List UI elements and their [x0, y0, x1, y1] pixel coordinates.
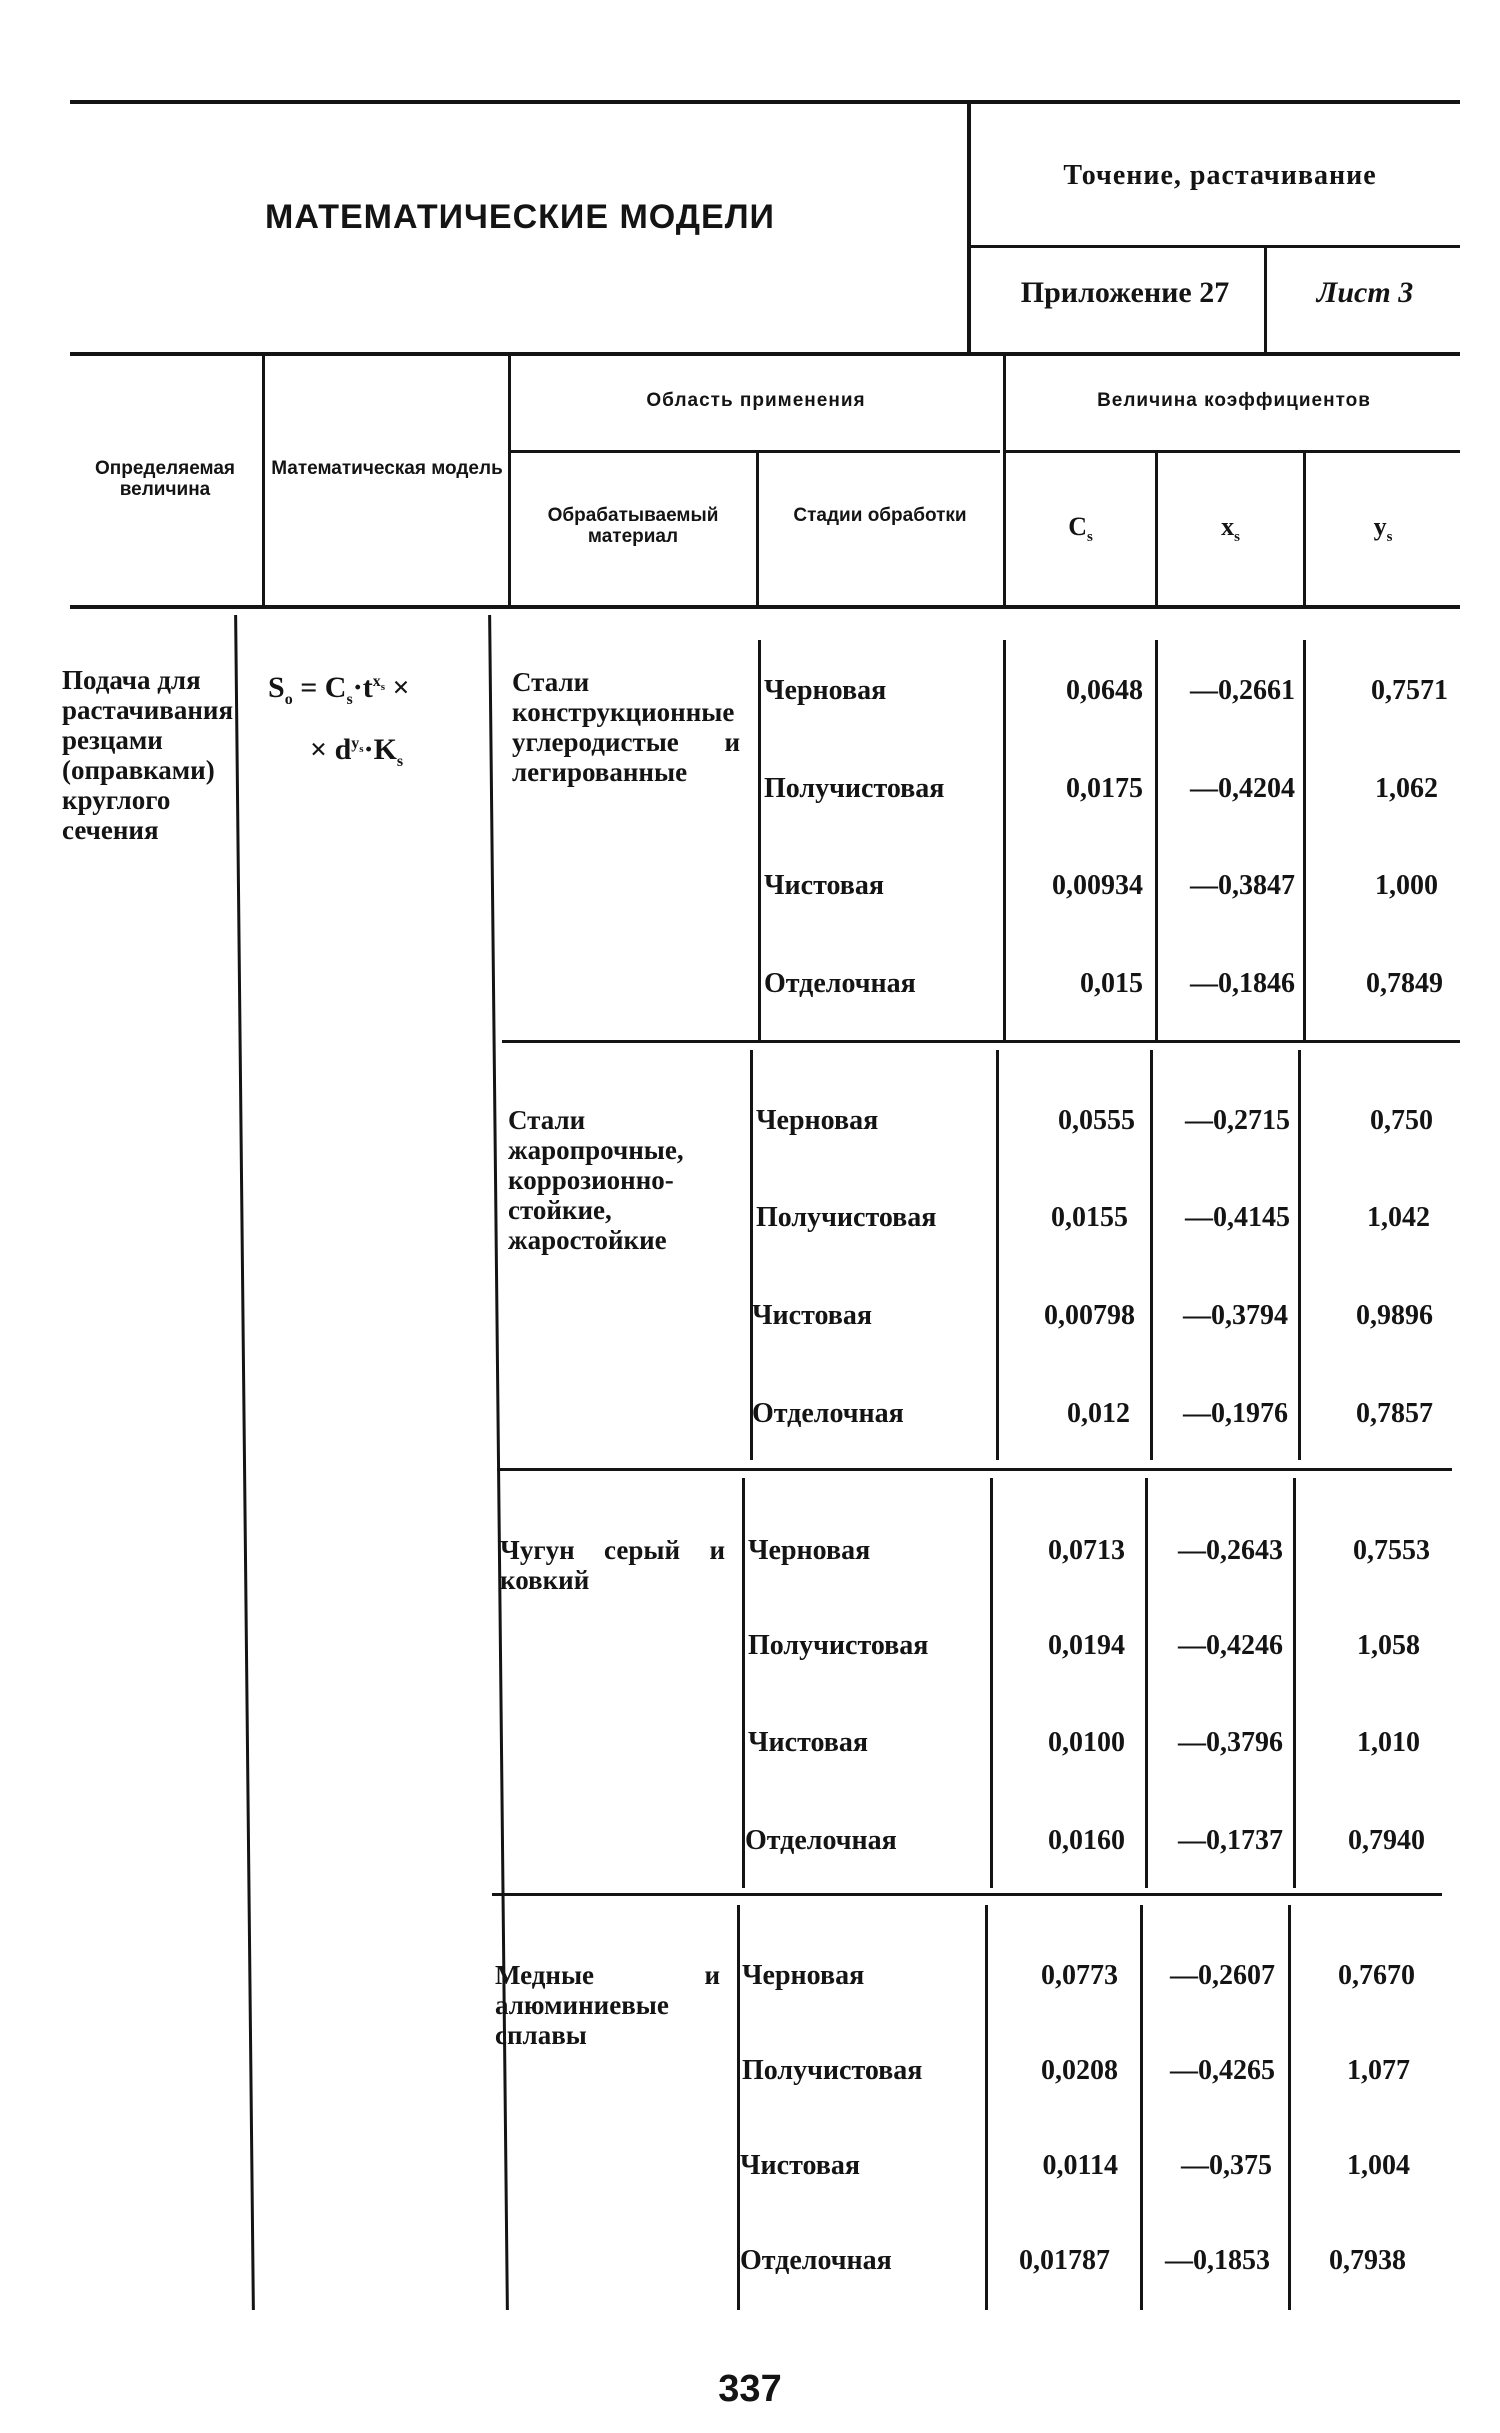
- table-header-bottom-rule: [70, 605, 1460, 609]
- g3-r2-xs: —0,4246: [1178, 1630, 1283, 1661]
- appendix-label: Приложение 27: [1020, 276, 1230, 309]
- g4-r4-cs: 0,01787: [1019, 2245, 1110, 2276]
- g4-r2-stage: Получистовая: [742, 2055, 923, 2086]
- g3-sep-cs: [990, 1478, 993, 1888]
- g2-r1-ys: 0,750: [1370, 1105, 1433, 1136]
- g1-sep-xs: [1155, 640, 1158, 1040]
- g4-r2-xs: —0,4265: [1170, 2055, 1275, 2086]
- g1-r4-cs: 0,015: [1080, 968, 1143, 999]
- g4-r1-cs: 0,0773: [1041, 1960, 1118, 1991]
- g1-r1-ys: 0,7571: [1371, 675, 1448, 706]
- g2-sep-ys: [1298, 1050, 1301, 1460]
- material-group-2: Стали жаропрочные, коррозионно-стойкие, жаростойкие: [508, 1105, 684, 1255]
- g3-sep-xs: [1145, 1478, 1148, 1888]
- material-group-1: Стали конструкционные углеродистые и легированные: [512, 667, 740, 787]
- g1-sep-stage: [758, 640, 761, 1040]
- g4-r2-cs: 0,0208: [1041, 2055, 1118, 2086]
- col-header-material: Обрабатываемый материал: [547, 505, 719, 547]
- g4-r4-xs: —0,1853: [1165, 2245, 1270, 2276]
- g3-r3-stage: Чистовая: [748, 1727, 869, 1758]
- g3-r1-stage: Черновая: [748, 1535, 871, 1566]
- g4-r3-cs: 0,0114: [1042, 2150, 1118, 2181]
- g1-r4-xs: —0,1846: [1190, 968, 1295, 999]
- g1-r2-ys: 1,062: [1375, 773, 1438, 804]
- g3-r4-ys: 0,7940: [1348, 1825, 1425, 1856]
- g2-r3-xs: —0,3794: [1183, 1300, 1288, 1331]
- g3-r4-stage: Отделочная: [745, 1825, 897, 1856]
- g1-r4-stage: Отделочная: [764, 968, 916, 999]
- g1-r3-stage: Чистовая: [764, 870, 885, 901]
- g4-r1-xs: —0,2607: [1170, 1960, 1275, 1991]
- g4-r1-ys: 0,7670: [1338, 1960, 1415, 1991]
- g2-r1-stage: Черновая: [756, 1105, 879, 1136]
- g3-r1-xs: —0,2643: [1178, 1535, 1283, 1566]
- col-header-xs: $x_s$: [1221, 512, 1240, 546]
- g4-r1-stage: Черновая: [742, 1960, 865, 1991]
- g2-r3-ys: 0,9896: [1356, 1300, 1433, 1331]
- g2-r4-xs: —0,1976: [1183, 1398, 1288, 1429]
- g1-r2-stage: Получистовая: [764, 773, 945, 804]
- hdr-col-sep-3: [756, 453, 759, 605]
- g1-r2-xs: —0,4204: [1190, 773, 1295, 804]
- g4-r4-stage: Отделочная: [740, 2245, 892, 2276]
- col-header-ys: $y_s$: [1373, 512, 1393, 546]
- g4-r2-ys: 1,077: [1347, 2055, 1410, 2086]
- g2-r2-ys: 1,042: [1367, 1202, 1430, 1233]
- g1-sep-ys: [1303, 640, 1306, 1040]
- g4-r4-ys: 0,7938: [1329, 2245, 1406, 2276]
- hdr-col-sep-1: [262, 356, 265, 605]
- g2-sep-cs: [996, 1050, 999, 1460]
- coef-underline: [1005, 450, 1460, 453]
- g1-r3-xs: —0,3847: [1190, 870, 1295, 901]
- g1-r4-ys: 0,7849: [1366, 968, 1443, 999]
- page-number: 337: [718, 2368, 782, 2410]
- g3-r2-stage: Получистовая: [748, 1630, 929, 1661]
- g2-r2-cs: 0,0155: [1051, 1202, 1128, 1233]
- quantity-cell: Подача для растачивания резцами (оправками) круглого сечения: [62, 665, 234, 845]
- g3-r4-xs: —0,1737: [1178, 1825, 1283, 1856]
- g3-r3-cs: 0,0100: [1048, 1727, 1125, 1758]
- g1-r1-stage: Черновая: [764, 675, 887, 706]
- g2-r3-stage: Чистовая: [752, 1300, 873, 1331]
- hdr-col-sep-2: [508, 356, 511, 605]
- page-title: МАТЕМАТИЧЕСКИЕ МОДЕЛИ: [265, 198, 775, 236]
- math-model-formula: $S_o = C_s\cdot t^{x_s}$ × × $d^{y_s}\cdot K_s$: [268, 671, 410, 770]
- g2-bottom-rule: [497, 1468, 1452, 1471]
- g2-r1-cs: 0,0555: [1058, 1105, 1135, 1136]
- table-top-rule: [70, 352, 1460, 356]
- g1-r2-cs: 0,0175: [1066, 773, 1143, 804]
- operation-label: Точение, растачивание: [1063, 160, 1377, 191]
- g2-r1-xs: —0,2715: [1185, 1105, 1290, 1136]
- col-header-model: Математическая модель: [271, 458, 503, 479]
- g1-sep-cs: [1003, 640, 1006, 1040]
- g3-r2-cs: 0,0194: [1048, 1630, 1125, 1661]
- g3-r3-xs: —0,3796: [1178, 1727, 1283, 1758]
- body-col-sep-2: [488, 615, 509, 2310]
- g3-sep-ys: [1293, 1478, 1296, 1888]
- g3-r3-ys: 1,010: [1357, 1727, 1420, 1758]
- g3-r2-ys: 1,058: [1357, 1630, 1420, 1661]
- g1-r3-cs: 0,00934: [1052, 870, 1143, 901]
- g2-sep-xs: [1150, 1050, 1153, 1460]
- col-header-cs: $C_s$: [1068, 512, 1093, 546]
- g2-r2-stage: Получистовая: [756, 1202, 937, 1233]
- material-group-4: Медные и алюминиевые сплавы: [495, 1960, 720, 2050]
- material-group-3: Чугун серый и ковкий: [500, 1535, 725, 1595]
- g4-r3-xs: —0,375: [1181, 2150, 1272, 2181]
- col-header-coefficients: Величина коэффициентов: [1097, 390, 1371, 411]
- g2-r4-ys: 0,7857: [1356, 1398, 1433, 1429]
- header-top-rule: [70, 100, 1460, 104]
- col-header-quantity: Определяемая величина: [95, 458, 235, 500]
- header-sheet-divider: [1264, 245, 1267, 352]
- hdr-col-sep-4: [1003, 356, 1006, 605]
- g1-bottom-rule: [502, 1040, 1460, 1043]
- col-header-scope: Область применения: [646, 390, 866, 411]
- g1-r1-xs: —0,2661: [1190, 675, 1295, 706]
- g3-r1-cs: 0,0713: [1048, 1535, 1125, 1566]
- sheet-label: Лист 3: [1316, 276, 1414, 309]
- g2-r2-xs: —0,4145: [1185, 1202, 1290, 1233]
- g4-r3-stage: Чистовая: [740, 2150, 861, 2181]
- g2-r4-cs: 0,012: [1067, 1398, 1130, 1429]
- g1-r1-cs: 0,0648: [1066, 675, 1143, 706]
- g1-r3-ys: 1,000: [1375, 870, 1438, 901]
- g3-bottom-rule: [492, 1893, 1442, 1896]
- g2-r4-stage: Отделочная: [752, 1398, 904, 1429]
- col-header-stage: Стадии обработки: [793, 505, 967, 526]
- g3-r1-ys: 0,7553: [1353, 1535, 1430, 1566]
- g2-r3-cs: 0,00798: [1044, 1300, 1135, 1331]
- scope-underline: [510, 450, 1000, 453]
- g4-r3-ys: 1,004: [1347, 2150, 1410, 2181]
- header-mid-rule: [967, 245, 1460, 248]
- g3-r4-cs: 0,0160: [1048, 1825, 1125, 1856]
- body-col-sep-1: [234, 615, 255, 2310]
